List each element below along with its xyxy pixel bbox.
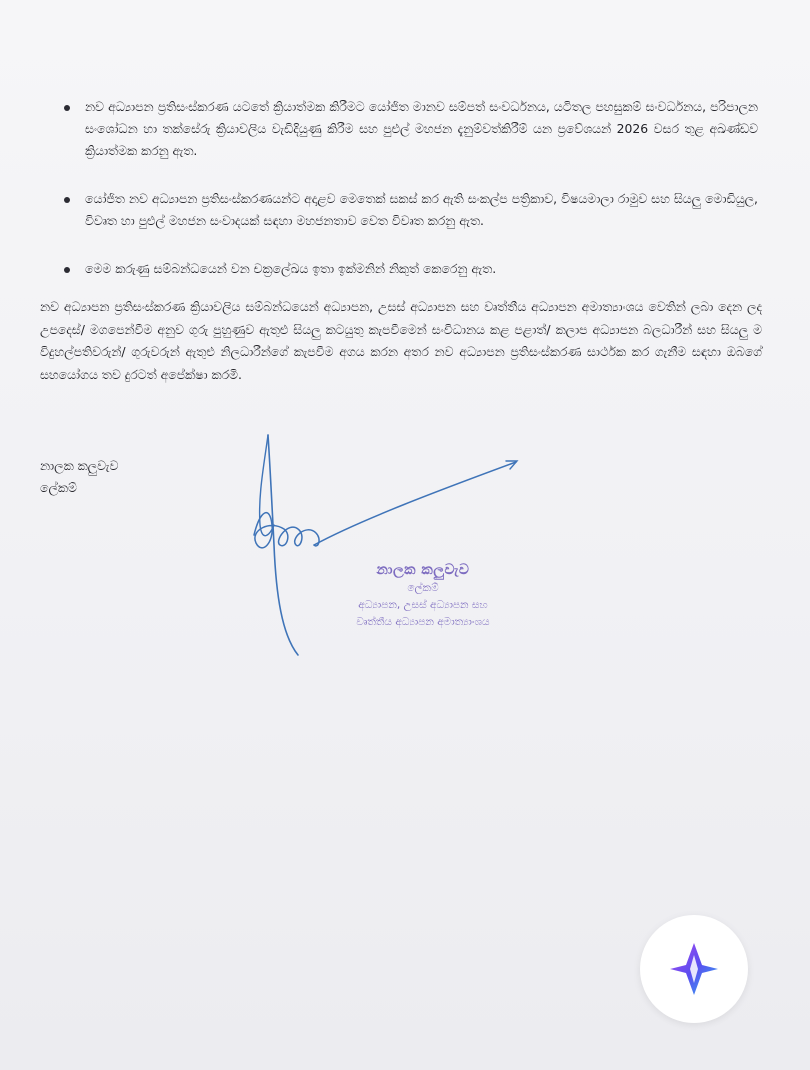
sparkle-logo-icon: [664, 939, 724, 999]
signatory-name: නාලක කලුවැව: [40, 458, 119, 473]
stamp-title: ලේකම්: [407, 582, 439, 594]
app-logo-badge[interactable]: [640, 915, 748, 1023]
body-paragraph: නව අධ්‍යාපන ප්‍රතිසංස්කරණ ක්‍රියාවලිය සම්බන්ධයෙන් අධ්‍යාපන, උසස් අධ්‍යාපන සහ වෘත්තීය අධ්‍යාපන අමාත්‍යාංශය වෙතින් ලබා දෙන ලද උපදෙස්/ මගපෙන්වීම අනුව ගුරු පුහුණුව ඇතුළු සියලු කටයුතු කැපවීමෙන් සංවිධානය කළ පළාත්/ කලාප අධ්‍යාපන බලධාරීන් සහ සියලු ම විදුහල්පතිවරුන්/ ගුරුවරුන් ඇතුළු නිලධාරීන්ගේ කැපවීම අගය කරන අතර නව අධ්‍යාපන ප්‍රතිසංස්කරණ සාර්ථක කර ගැනීම සඳහා ඔබගේ සහයෝගය තව දුරටත් අපේක්ෂා කරමි.: [40, 299, 762, 382]
stamp-ministry-line-1: අධ්‍යාපන, උසස් අධ්‍යාපන සහ: [358, 599, 488, 611]
signatory-title: ලේකම්: [40, 480, 77, 495]
bullet-item: මෙම කරුණු සම්බන්ධයෙන් වන චක්‍රලේඛය ඉතා ඉක්මනින් නිකුත් කෙරෙනු ඇත.: [58, 258, 758, 280]
bullet-list: [58, 96, 758, 280]
stamp-ministry-line-2: වෘත්තීය අධ්‍යාපන අමාත්‍යාංශය: [356, 616, 490, 628]
official-stamp: [318, 560, 528, 631]
stamp-name: නාලක කලුවැව: [376, 562, 470, 578]
bullet-item: නව අධ්‍යාපන ප්‍රතිසංස්කරණ යටතේ ක්‍රියාත්මක කිරීමට යෝජිත මානව සම්පත් සංවර්ධනය, යටිතල පහසුකම් සංවර්ධනය, පරිපාලන සංශෝධන හා තක්සේරු ක්‍රියාවලිය වැඩිදියුණු කිරීම සහ පුළුල් මහජන දැනුම්වත්කිරීම් යන ප්‍රවේශයන් 2026 වසර තුළ අඛණ්ඩව ක්‍රියාත්මක කරනු ඇත.: [58, 96, 758, 162]
bullet-item: යෝජිත නව අධ්‍යාපන ප්‍රතිසංස්කරණයන්ට අදාළව මෙතෙක් සකස් කර ඇති සංකල්ප පත්‍රිකාව, විෂයමාලා රාමුව සහ සියලු මොඩියුල, විවෘත හා පුළුල් මහජන සංවාදයක් සඳහා මහජනතාව වෙත විවෘත කරනු ඇත.: [58, 188, 758, 232]
